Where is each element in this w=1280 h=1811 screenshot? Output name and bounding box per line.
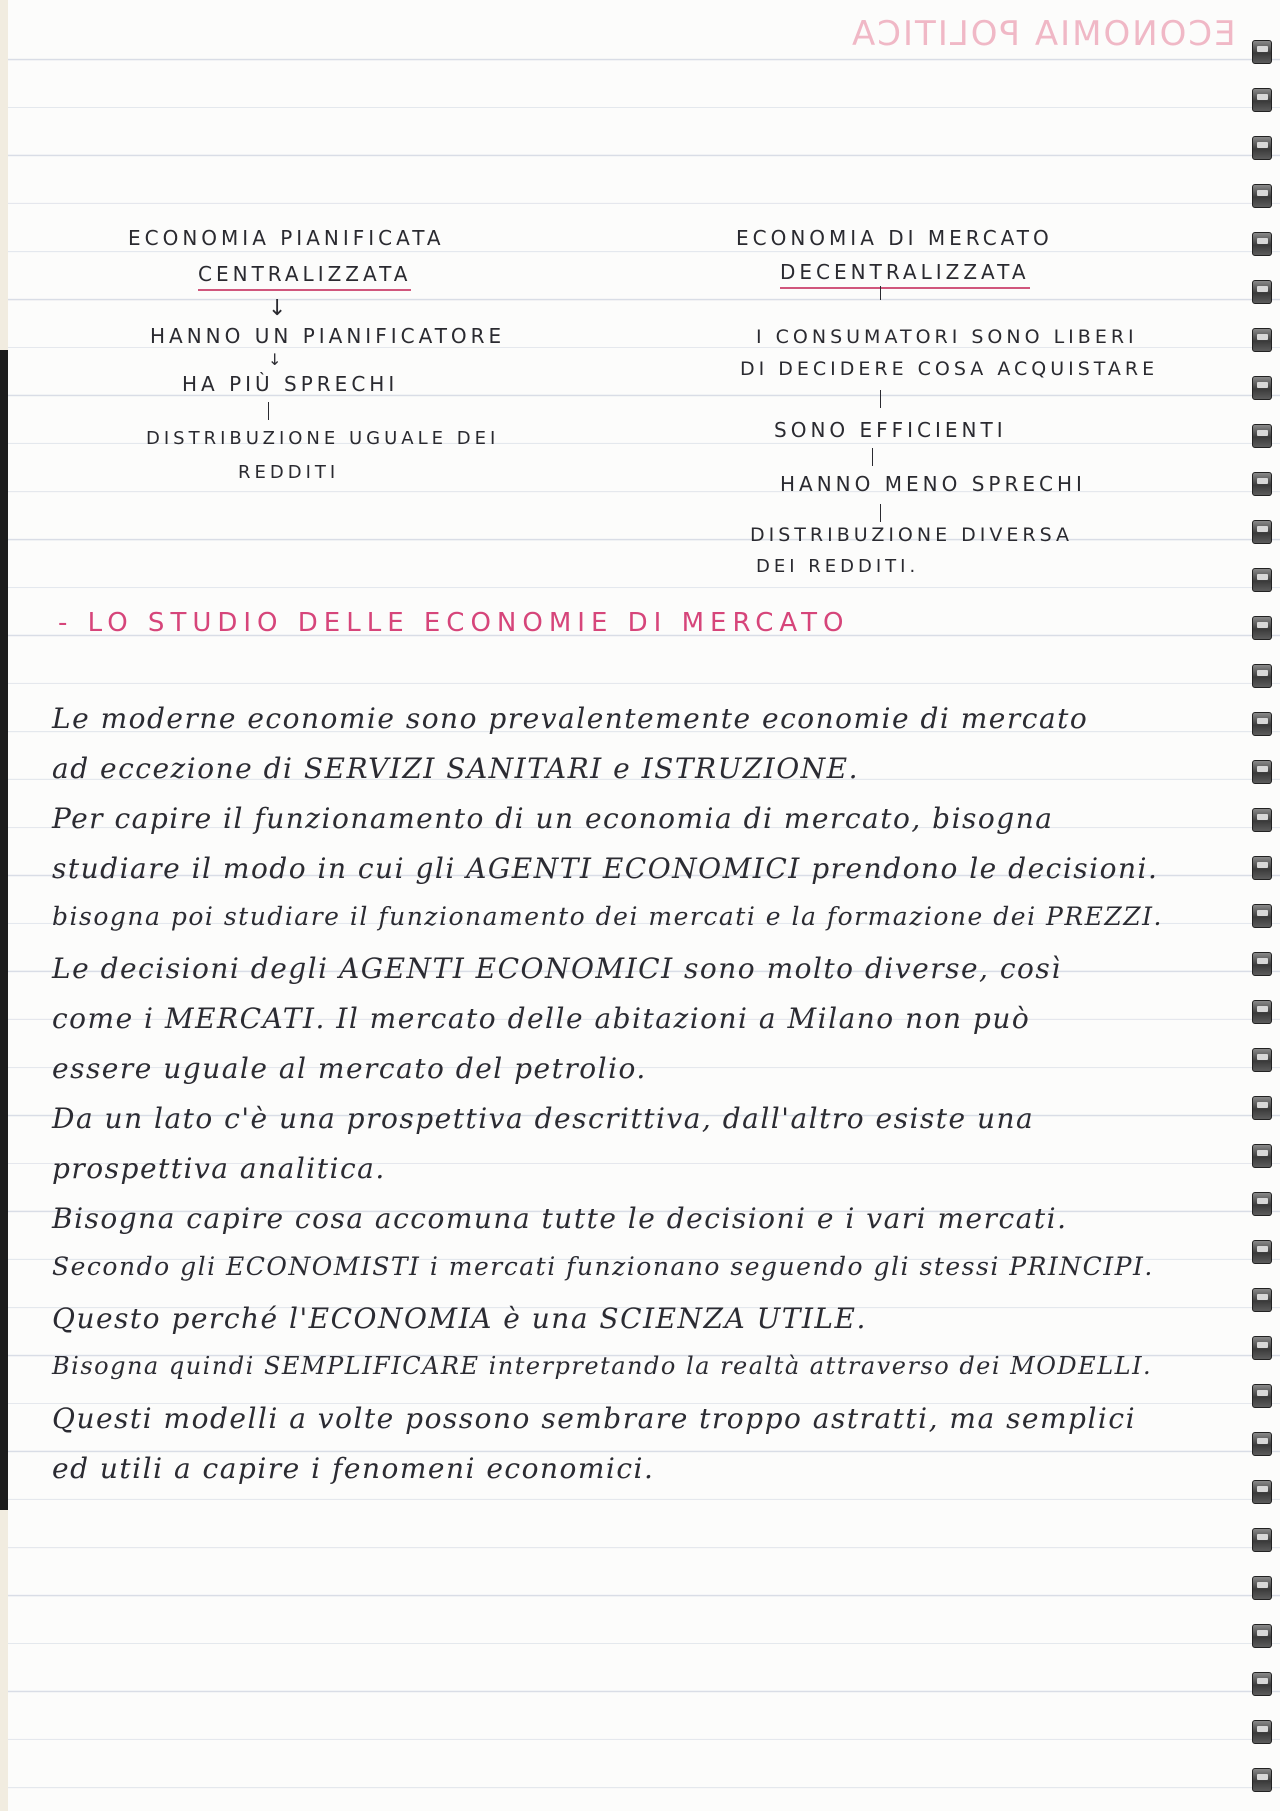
binding-ring bbox=[1252, 760, 1272, 784]
connector-line bbox=[268, 402, 269, 420]
left-item-2: HA PIÙ SPRECHI bbox=[182, 372, 399, 396]
binding-ring bbox=[1252, 1720, 1272, 1744]
right-item-3: HANNO MENO SPRECHI bbox=[780, 472, 1086, 496]
paragraph-line: Questi modelli a volte possono sembrare troppo astratti, ma semplici bbox=[52, 1402, 1137, 1435]
right-subtitle bbox=[780, 260, 1030, 284]
binding-ring bbox=[1252, 280, 1272, 304]
connector-line bbox=[880, 504, 881, 522]
binding-ring bbox=[1252, 328, 1272, 352]
binding-ring bbox=[1252, 184, 1272, 208]
connector-line bbox=[872, 448, 873, 466]
binding-ring bbox=[1252, 424, 1272, 448]
binding-ring bbox=[1252, 1144, 1272, 1168]
binding-ring bbox=[1252, 88, 1272, 112]
binding-ring bbox=[1252, 376, 1272, 400]
binding-ring bbox=[1252, 1432, 1272, 1456]
paragraph-line: Per capire il funzionamento di un economia di mercato, bisogna bbox=[52, 802, 1054, 835]
right-item-4-line1: DISTRIBUZIONE DIVERSA bbox=[750, 524, 1073, 546]
section-heading: - LO STUDIO DELLE ECONOMIE DI MERCATO bbox=[58, 608, 850, 638]
paragraph-line: Secondo gli ECONOMISTI i mercati funzionano seguendo gli stessi PRINCIPI. bbox=[52, 1252, 1154, 1281]
bleed-through-header: ECONOMIA POLITICA bbox=[850, 14, 1236, 54]
paragraph-line: ad eccezione di SERVIZI SANITARI e ISTRUZIONE. bbox=[52, 752, 860, 785]
left-title: ECONOMIA PIANIFICATA bbox=[128, 226, 445, 250]
binding-ring bbox=[1252, 1048, 1272, 1072]
down-arrow-icon: ↓ bbox=[268, 350, 282, 369]
right-item-4-line2: DEI REDDITI. bbox=[756, 556, 920, 577]
right-title: ECONOMIA DI MERCATO bbox=[736, 226, 1053, 250]
left-item-1: HANNO UN PIANIFICATORE bbox=[150, 324, 506, 348]
binding-ring bbox=[1252, 1576, 1272, 1600]
paragraph-line: Questo perché l'ECONOMIA è una SCIENZA UTILE. bbox=[52, 1302, 867, 1335]
left-subtitle bbox=[198, 262, 411, 286]
paragraph-line: Le decisioni degli AGENTI ECONOMICI sono molto diverse, così bbox=[52, 952, 1062, 985]
scan-shadow bbox=[0, 350, 8, 1510]
paragraph-line: ed utili a capire i fenomeni economici. bbox=[52, 1452, 655, 1485]
spiral-binding bbox=[1252, 40, 1274, 1790]
right-item-2: SONO EFFICIENTI bbox=[774, 418, 1007, 442]
binding-ring bbox=[1252, 232, 1272, 256]
binding-ring bbox=[1252, 40, 1272, 64]
binding-ring bbox=[1252, 1480, 1272, 1504]
binding-ring bbox=[1252, 664, 1272, 688]
binding-ring bbox=[1252, 1384, 1272, 1408]
left-item-3-line2: REDDITI bbox=[238, 462, 340, 483]
paragraph-line: Le moderne economie sono prevalentemente economie di mercato bbox=[52, 702, 1089, 735]
connector-line bbox=[880, 390, 881, 408]
paragraph-line: come i MERCATI. Il mercato delle abitazioni a Milano non può bbox=[52, 1002, 1031, 1035]
right-subtitle-text: DECENTRALIZZATA bbox=[780, 260, 1030, 289]
binding-ring bbox=[1252, 712, 1272, 736]
binding-ring bbox=[1252, 1096, 1272, 1120]
right-item-1-line2: DI DECIDERE COSA ACQUISTARE bbox=[740, 358, 1159, 380]
paragraph-line: studiare il modo in cui gli AGENTI ECONOMICI prendono le decisioni. bbox=[52, 852, 1159, 885]
binding-ring bbox=[1252, 856, 1272, 880]
binding-ring bbox=[1252, 472, 1272, 496]
binding-ring bbox=[1252, 520, 1272, 544]
binding-ring bbox=[1252, 952, 1272, 976]
binding-ring bbox=[1252, 568, 1272, 592]
connector-line bbox=[880, 286, 881, 300]
down-arrow-icon: ↓ bbox=[268, 296, 287, 321]
binding-ring bbox=[1252, 1528, 1272, 1552]
binding-ring bbox=[1252, 1672, 1272, 1696]
paragraph-line: Bisogna capire cosa accomuna tutte le decisioni e i vari mercati. bbox=[52, 1202, 1068, 1235]
binding-ring bbox=[1252, 1768, 1272, 1792]
right-item-1-line1: I CONSUMATORI SONO LIBERI bbox=[756, 326, 1138, 348]
left-subtitle-text: CENTRALIZZATA bbox=[198, 262, 411, 291]
paragraph-line: prospettiva analitica. bbox=[52, 1152, 386, 1185]
binding-ring bbox=[1252, 808, 1272, 832]
binding-ring bbox=[1252, 1624, 1272, 1648]
paragraph-line: bisogna poi studiare il funzionamento dei mercati e la formazione dei PREZZI. bbox=[52, 902, 1163, 931]
paragraph-line: essere uguale al mercato del petrolio. bbox=[52, 1052, 647, 1085]
binding-ring bbox=[1252, 1336, 1272, 1360]
binding-ring bbox=[1252, 1192, 1272, 1216]
left-item-3-line1: DISTRIBUZIONE UGUALE DEI bbox=[146, 428, 500, 449]
binding-ring bbox=[1252, 136, 1272, 160]
binding-ring bbox=[1252, 1288, 1272, 1312]
binding-ring bbox=[1252, 1000, 1272, 1024]
paragraph-line: Da un lato c'è una prospettiva descrittiva, dall'altro esiste una bbox=[52, 1102, 1035, 1135]
paragraph-line: Bisogna quindi SEMPLIFICARE interpretando la realtà attraverso dei MODELLI. bbox=[52, 1352, 1153, 1380]
binding-ring bbox=[1252, 616, 1272, 640]
binding-ring bbox=[1252, 904, 1272, 928]
binding-ring bbox=[1252, 1240, 1272, 1264]
